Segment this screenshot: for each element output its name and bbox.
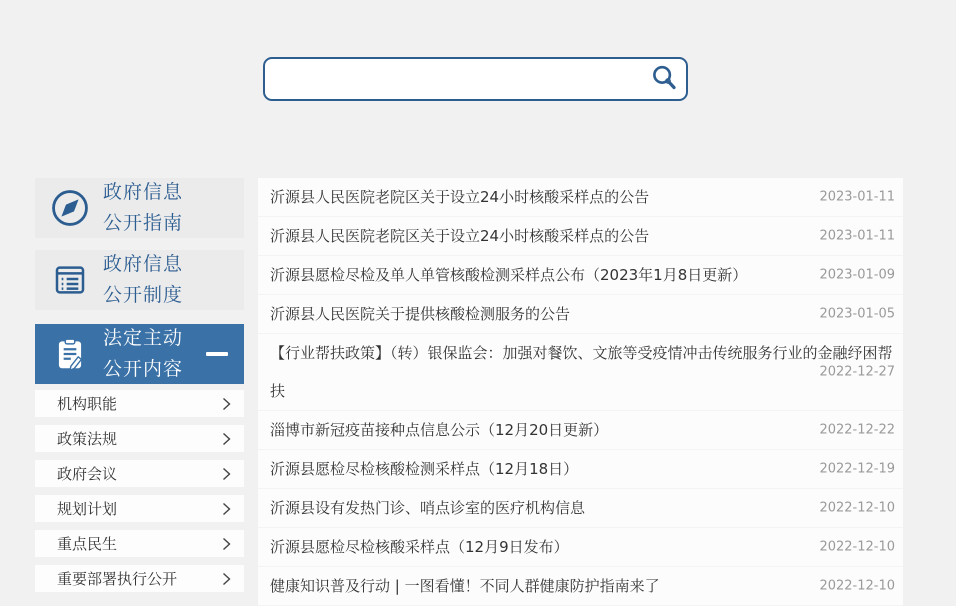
- news-date: 2023-01-09: [819, 267, 895, 283]
- sidebar-group-disclosure-guide[interactable]: [35, 178, 244, 238]
- group-label-line1: 政府信息: [103, 181, 184, 203]
- search-icon: [649, 63, 679, 96]
- sidebar-item-agency-functions[interactable]: [35, 390, 244, 417]
- collapse-minus-icon[interactable]: [206, 352, 228, 356]
- news-title[interactable]: 沂源县人民医院老院区关于设立24小时核酸采样点的公告: [270, 188, 650, 206]
- news-date: 2022-12-22: [819, 422, 895, 438]
- sidebar-item-label: 政府会议: [57, 465, 118, 483]
- news-row[interactable]: [258, 217, 903, 256]
- news-title[interactable]: 沂源县愿检尽检及单人单管核酸检测采样点公布（2023年1月8日更新）: [270, 266, 748, 284]
- sidebar: [35, 178, 244, 606]
- news-row[interactable]: [258, 334, 903, 411]
- group-label-line2: 公开指南: [103, 212, 184, 234]
- sidebar-item-label: 机构职能: [57, 395, 118, 413]
- news-row[interactable]: [258, 178, 903, 217]
- news-row[interactable]: [258, 528, 903, 567]
- news-title[interactable]: 沂源县愿检尽检核酸检测采样点（12月18日）: [270, 460, 579, 478]
- news-date: 2022-12-27: [819, 364, 895, 380]
- news-row[interactable]: [258, 256, 903, 295]
- sidebar-item-label: 重要部署执行公开: [57, 570, 178, 588]
- group-label-line1: 政府信息: [103, 253, 184, 275]
- search-bar: [263, 57, 688, 101]
- news-date: 2023-01-05: [819, 306, 895, 322]
- news-row[interactable]: [258, 450, 903, 489]
- chevron-right-icon: [222, 397, 231, 411]
- sidebar-item-label: 规划计划: [57, 500, 118, 518]
- compass-icon: [49, 187, 91, 229]
- ledger-icon: [49, 259, 91, 301]
- news-date: 2022-12-10: [819, 578, 895, 594]
- chevron-right-icon: [222, 502, 231, 516]
- news-title[interactable]: 沂源县人民医院老院区关于设立24小时核酸采样点的公告: [270, 227, 650, 245]
- content-area: [35, 178, 903, 606]
- news-row[interactable]: [258, 411, 903, 450]
- chevron-right-icon: [222, 537, 231, 551]
- news-title[interactable]: 沂源县愿检尽检核酸采样点（12月9日发布）: [270, 538, 569, 556]
- chevron-right-icon: [222, 432, 231, 446]
- sidebar-item-policies-regulations[interactable]: [35, 425, 244, 452]
- news-title[interactable]: 沂源县设有发热门诊、哨点诊室的医疗机构信息: [270, 499, 586, 517]
- news-row[interactable]: [258, 489, 903, 528]
- group-label-line2: 公开内容: [103, 358, 184, 380]
- sidebar-item-planning[interactable]: [35, 495, 244, 522]
- news-list: [258, 178, 903, 606]
- news-date: 2022-12-19: [819, 461, 895, 477]
- chevron-right-icon: [222, 467, 231, 481]
- group-label-line2: 公开制度: [103, 284, 184, 306]
- chevron-right-icon: [222, 572, 231, 586]
- sidebar-group-label: [103, 323, 183, 385]
- sidebar-item-label: 政策法规: [57, 430, 118, 448]
- news-title[interactable]: 【行业帮扶政策】（转）银保监会：加强对餐饮、文旅等受疫情冲击传统服务行业的金融纾困帮扶: [270, 344, 893, 400]
- sidebar-group-disclosure-system[interactable]: [35, 250, 244, 310]
- news-row[interactable]: [258, 295, 903, 334]
- news-row[interactable]: [258, 567, 903, 606]
- news-title[interactable]: 淄博市新冠疫苗接种点信息公示（12月20日更新）: [270, 421, 609, 439]
- sidebar-item-label: 重点民生: [57, 535, 118, 553]
- news-date: 2022-12-10: [819, 539, 895, 555]
- sidebar-group-statutory-disclosure[interactable]: [35, 324, 244, 384]
- sidebar-item-key-livelihood[interactable]: [35, 530, 244, 557]
- news-date: 2022-12-10: [819, 500, 895, 516]
- search-input[interactable]: [265, 59, 642, 99]
- search-button[interactable]: [642, 59, 686, 99]
- news-title[interactable]: 健康知识普及行动 | 一图看懂！不同人群健康防护指南来了: [270, 577, 660, 595]
- clipboard-pencil-icon: [49, 333, 91, 375]
- sidebar-group-label: [103, 249, 183, 311]
- news-title[interactable]: 沂源县人民医院关于提供核酸检测服务的公告: [270, 305, 571, 323]
- search-box: [263, 57, 688, 101]
- sidebar-item-major-deployment[interactable]: [35, 565, 244, 592]
- group-label-line1: 法定主动: [103, 327, 184, 349]
- sidebar-group-label: [103, 177, 183, 239]
- sidebar-item-government-meetings[interactable]: [35, 460, 244, 487]
- news-date: 2023-01-11: [819, 189, 895, 205]
- news-date: 2023-01-11: [819, 228, 895, 244]
